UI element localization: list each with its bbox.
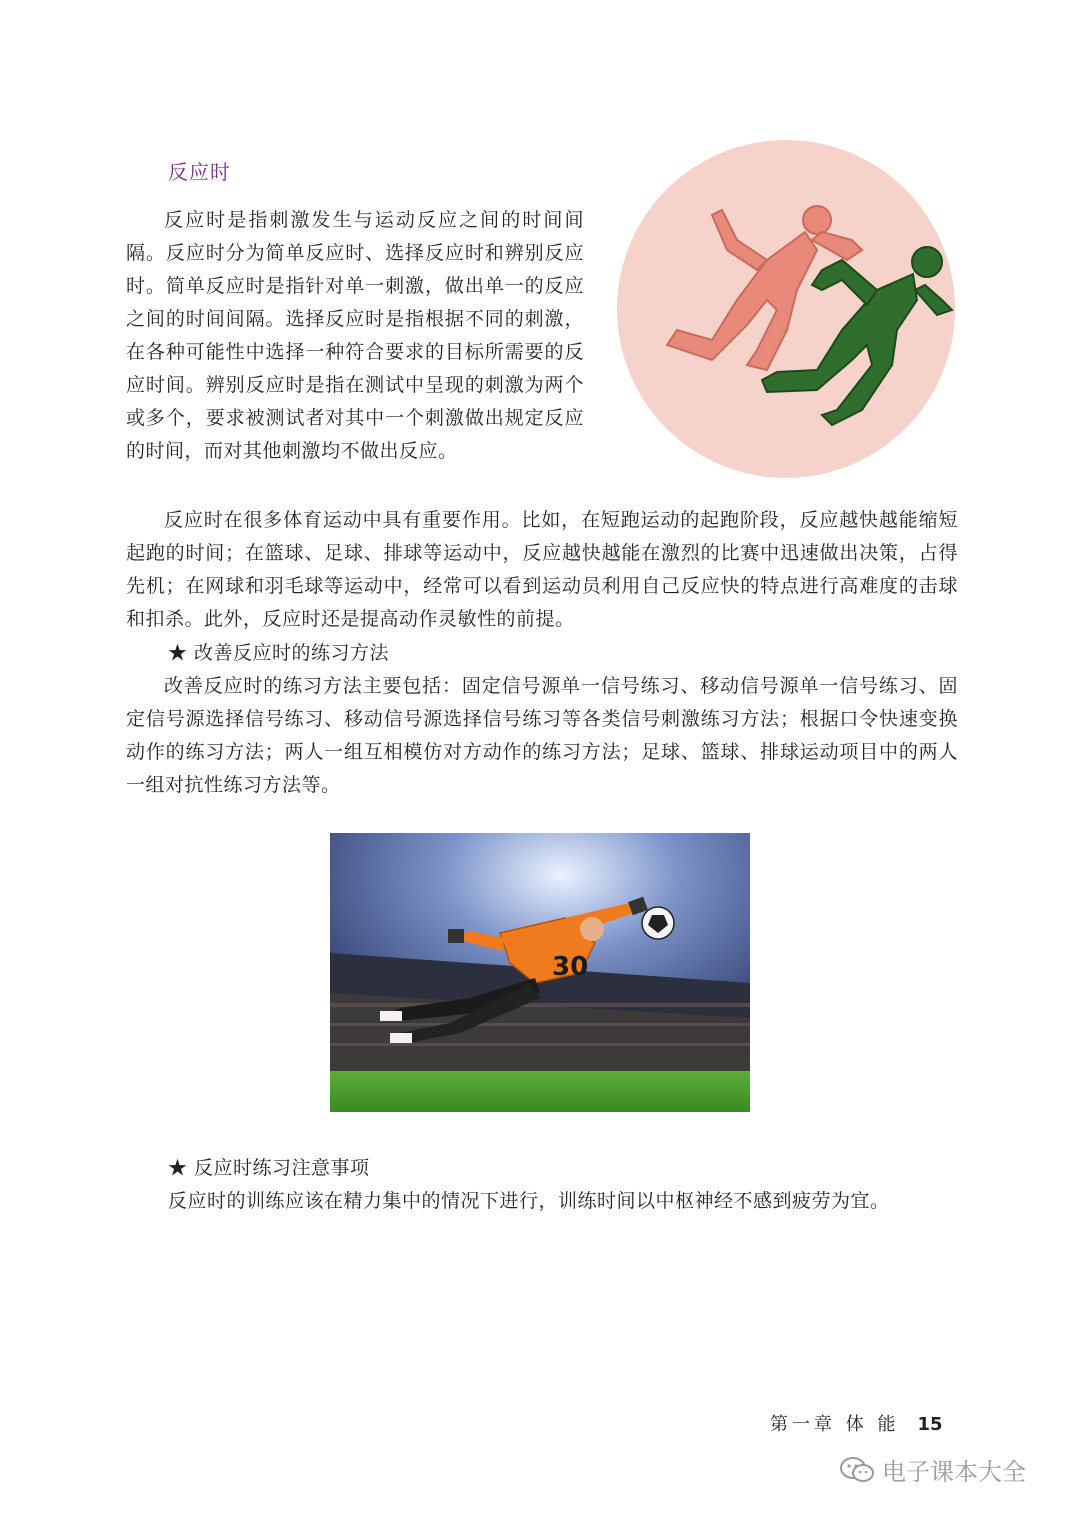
- runner-illustration: [617, 140, 955, 478]
- heading-methods: ★ 改善反应时的练习方法: [168, 642, 390, 664]
- heading-notes: ★ 反应时练习注意事项: [168, 1157, 370, 1179]
- paragraph-importance: 反应时在很多体育运动中具有重要作用。比如，在短跑运动的起跑阶段，反应越快越能缩短起跑的时间；在篮球、足球、排球等运动中，反应越快越能在激烈的比赛中迅速做出决策，占得先机；在网球和羽毛球等运动中，经常可以看到运动员利用自己反应快的特点进行高难度的击球和扣杀。此外，反应时还是提高动作灵敏性的前提。: [126, 509, 958, 630]
- section-title: 反应时: [168, 160, 231, 184]
- jersey-number: 30: [552, 952, 589, 982]
- goalkeeper-photo: [330, 833, 750, 1112]
- page-footer: [770, 1410, 943, 1436]
- page-number: 15: [917, 1414, 943, 1435]
- wechat-icon: [840, 1456, 874, 1484]
- watermark: [840, 1452, 1026, 1487]
- paragraph-notes: 反应时的训练应该在精力集中的情况下进行，训练时间以中枢神经不感到疲劳为宜。: [168, 1190, 890, 1212]
- chapter-label: 第一章 体 能: [770, 1414, 900, 1435]
- watermark-text: 电子课本大全: [882, 1458, 1026, 1486]
- runners-graphic: [617, 140, 955, 478]
- paragraph-methods: 改善反应时的练习方法主要包括：固定信号源单一信号练习、移动信号源单一信号练习、固定信号源选择信号练习、移动信号源选择信号练习等各类信号刺激练习方法；根据口令快速变换动作的练习方法；两人一组互相模仿对方动作的练习方法；足球、篮球、排球运动项目中的两人一组对抗性练习方法等。: [126, 675, 958, 796]
- paragraph-intro: 反应时是指刺激发生与运动反应之间的时间间隔。反应时分为简单反应时、选择反应时和辨别反应时。简单反应时是指针对单一刺激，做出单一的反应之间的时间间隔。选择反应时是指根据不同的刺激，在各种可能性中选择一种符合要求的目标所需要的反应时间。辨别反应时是指在测试中呈现的刺激为两个或多个，要求被测试者对其中一个刺激做出规定反应的时间，而对其他刺激均不做出反应。: [126, 209, 584, 462]
